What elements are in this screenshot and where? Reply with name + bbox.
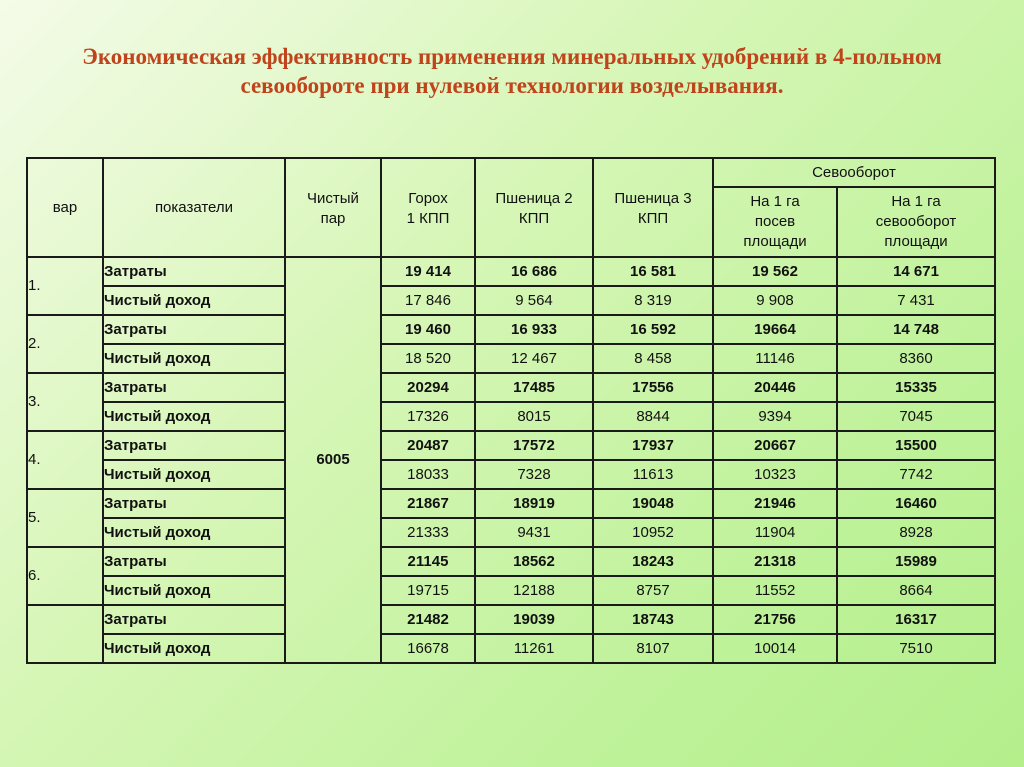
net-income-label: Чистый доход [103,518,285,547]
net-income-value: 11146 [713,344,837,373]
net-income-value: 8107 [593,634,713,663]
variant-number: 2. [27,315,103,373]
header-indicators: показатели [103,158,285,257]
header-wheat-2: Пшеница 2 КПП [475,158,593,257]
table-row [27,547,995,576]
variant-number: 6. [27,547,103,605]
table-row [27,373,995,402]
costs-value: 19664 [713,315,837,344]
net-income-value: 10323 [713,460,837,489]
costs-label: Затраты [103,257,285,286]
variant-number: 4. [27,431,103,489]
costs-value: 16317 [837,605,995,634]
costs-value: 18243 [593,547,713,576]
table-row [27,634,995,663]
header-rotation: Севооборот [713,158,995,187]
net-income-value: 9431 [475,518,593,547]
costs-value: 15989 [837,547,995,576]
title-line-2: севообороте при нулевой технологии возделывания. [240,73,784,98]
costs-value: 18562 [475,547,593,576]
net-income-value: 11261 [475,634,593,663]
table-row [27,315,995,344]
net-income-value: 18033 [381,460,475,489]
costs-value: 19 460 [381,315,475,344]
net-income-label: Чистый доход [103,402,285,431]
net-income-label: Чистый доход [103,634,285,663]
variant-number: 3. [27,373,103,431]
net-income-value: 8360 [837,344,995,373]
costs-value: 16460 [837,489,995,518]
costs-label: Затраты [103,605,285,634]
costs-value: 17485 [475,373,593,402]
header-fallow: Чистый пар [285,158,381,257]
table-row [27,286,995,315]
table-row [27,460,995,489]
costs-value: 20667 [713,431,837,460]
net-income-value: 7742 [837,460,995,489]
net-income-value: 17 846 [381,286,475,315]
costs-label: Затраты [103,431,285,460]
costs-label: Затраты [103,315,285,344]
costs-value: 19039 [475,605,593,634]
costs-value: 21756 [713,605,837,634]
table-body [27,257,995,663]
page-title [30,42,994,100]
net-income-value: 16678 [381,634,475,663]
header-var: вар [27,158,103,257]
net-income-value: 11613 [593,460,713,489]
net-income-label: Чистый доход [103,286,285,315]
variant-number: 5. [27,489,103,547]
fallow-value: 6005 [285,257,381,663]
costs-value: 17556 [593,373,713,402]
costs-value: 14 748 [837,315,995,344]
costs-value: 21145 [381,547,475,576]
costs-value: 19048 [593,489,713,518]
net-income-value: 8844 [593,402,713,431]
net-income-value: 18 520 [381,344,475,373]
costs-value: 21318 [713,547,837,576]
costs-value: 21482 [381,605,475,634]
net-income-value: 8015 [475,402,593,431]
net-income-value: 7328 [475,460,593,489]
net-income-value: 7510 [837,634,995,663]
costs-value: 20487 [381,431,475,460]
costs-value: 19 562 [713,257,837,286]
costs-label: Затраты [103,373,285,402]
costs-value: 21946 [713,489,837,518]
costs-value: 21867 [381,489,475,518]
table-row [27,518,995,547]
net-income-value: 8757 [593,576,713,605]
table-row [27,605,995,634]
costs-value: 20446 [713,373,837,402]
variant-number [27,605,103,663]
net-income-value: 8 319 [593,286,713,315]
net-income-value: 9394 [713,402,837,431]
net-income-label: Чистый доход [103,344,285,373]
costs-value: 19 414 [381,257,475,286]
net-income-value: 11552 [713,576,837,605]
net-income-value: 8 458 [593,344,713,373]
net-income-value: 10014 [713,634,837,663]
variant-number: 1. [27,257,103,315]
table-row [27,576,995,605]
header-wheat-3: Пшеница 3 КПП [593,158,713,257]
net-income-value: 19715 [381,576,475,605]
costs-label: Затраты [103,547,285,576]
net-income-value: 7 431 [837,286,995,315]
net-income-label: Чистый доход [103,460,285,489]
costs-value: 18919 [475,489,593,518]
costs-value: 16 933 [475,315,593,344]
net-income-value: 9 908 [713,286,837,315]
costs-value: 17572 [475,431,593,460]
costs-label: Затраты [103,489,285,518]
net-income-value: 10952 [593,518,713,547]
net-income-value: 11904 [713,518,837,547]
table-row [27,257,995,286]
header-per-ha-rotation: На 1 га севооборот площади [837,187,995,257]
header-per-ha-sown: На 1 га посев площади [713,187,837,257]
costs-value: 15335 [837,373,995,402]
net-income-value: 7045 [837,402,995,431]
table-row [27,402,995,431]
net-income-value: 8928 [837,518,995,547]
net-income-value: 8664 [837,576,995,605]
costs-value: 17937 [593,431,713,460]
net-income-value: 21333 [381,518,475,547]
net-income-label: Чистый доход [103,576,285,605]
table-row [27,489,995,518]
table-row [27,431,995,460]
net-income-value: 9 564 [475,286,593,315]
costs-value: 16 686 [475,257,593,286]
costs-value: 18743 [593,605,713,634]
costs-value: 20294 [381,373,475,402]
header-peas: Горох 1 КПП [381,158,475,257]
costs-value: 16 592 [593,315,713,344]
table-row [27,344,995,373]
costs-value: 15500 [837,431,995,460]
net-income-value: 12188 [475,576,593,605]
efficiency-table [26,157,996,664]
costs-value: 14 671 [837,257,995,286]
title-line-1: Экономическая эффективность применения минеральных удобрений в 4-польном [82,44,942,69]
net-income-value: 17326 [381,402,475,431]
costs-value: 16 581 [593,257,713,286]
net-income-value: 12 467 [475,344,593,373]
